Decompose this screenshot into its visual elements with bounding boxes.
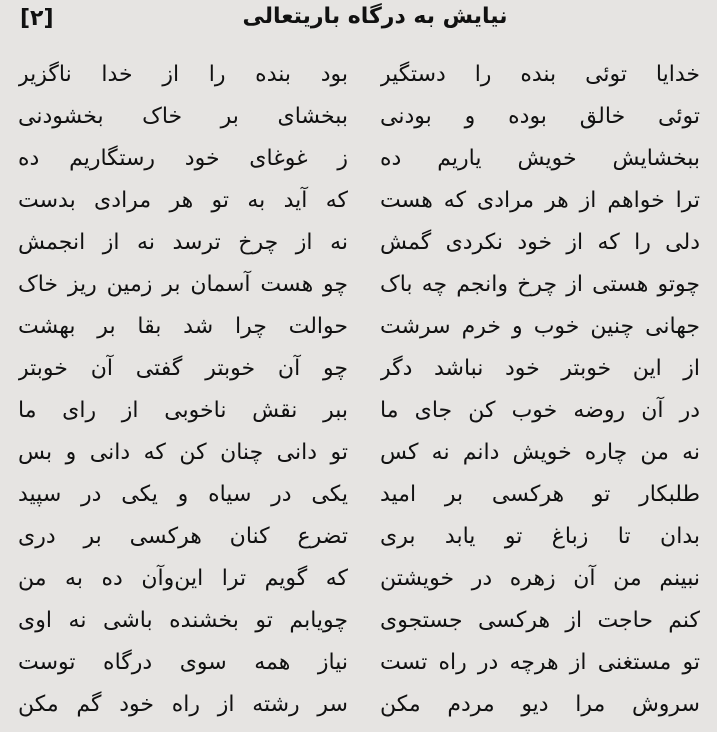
poem-title: نیایش به درگاه باریتعالی <box>242 4 508 29</box>
page-number: [۲] <box>20 6 54 31</box>
verse-second-hemistich: چو هست آسمان بر زمین ریز خاک <box>18 272 348 297</box>
verse-row <box>0 307 717 346</box>
verse-second-hemistich: ببر نقش ناخوبی از رای ما <box>18 398 348 423</box>
verse-first-hemistich: نه من چاره خویش دانم نه کس <box>380 440 700 465</box>
verse-row <box>0 391 717 430</box>
verse-first-hemistich: سروش مرا دیو مردم مکن <box>380 692 700 717</box>
verse-first-hemistich: جهانی چنین خوب و خرم سرشت <box>380 314 700 339</box>
verse-second-hemistich: که گویم ترا این‌وآن ده به من <box>18 566 348 591</box>
verse-row <box>0 223 717 262</box>
verse-second-hemistich: ببخشای بر خاک بخشودنی <box>18 104 348 129</box>
verse-row <box>0 685 717 724</box>
verse-second-hemistich: یکی در سیاه و یکی در سپید <box>18 482 348 507</box>
verse-first-hemistich: بدان تا زباغ تو یابد بری <box>380 524 700 549</box>
verse-second-hemistich: سر رشته از راه خود گم مکن <box>18 692 348 717</box>
poem-body <box>0 55 717 727</box>
verse-row <box>0 349 717 388</box>
verse-second-hemistich: که آید به تو هر مرادی بدست <box>18 188 348 213</box>
verse-first-hemistich: دلی را که از خود نکردی گمش <box>380 230 700 255</box>
verse-row <box>0 517 717 556</box>
verse-row <box>0 181 717 220</box>
verse-row <box>0 55 717 94</box>
verse-row <box>0 265 717 304</box>
verse-second-hemistich: چو آن خوبتر گفتی آن خوبتر <box>18 356 348 381</box>
verse-first-hemistich: کنم حاجت از هرکسی جستجوی <box>380 608 700 633</box>
verse-first-hemistich: از این خوبتر خود نباشد دگر <box>380 356 700 381</box>
verse-row <box>0 601 717 640</box>
verse-row <box>0 475 717 514</box>
verse-second-hemistich: حوالت چرا شد بقا بر بهشت <box>18 314 348 339</box>
verse-row <box>0 139 717 178</box>
verse-second-hemistich: تضرع کنان هرکسی بر دری <box>18 524 348 549</box>
verse-first-hemistich: نبینم من آن زهره در خویشتن <box>380 566 700 591</box>
verse-first-hemistich: چوتو هستی از چرخ وانجم چه باک <box>380 272 700 297</box>
verse-first-hemistich: طلبکار تو هرکسی بر امید <box>380 482 700 507</box>
verse-row <box>0 559 717 598</box>
verse-first-hemistich: تو مستغنی از هرچه در راه تست <box>380 650 700 675</box>
verse-first-hemistich: خدایا توئی بنده را دستگیر <box>380 62 700 87</box>
verse-second-hemistich: بود بنده را از خدا ناگزیر <box>18 62 348 87</box>
verse-row <box>0 433 717 472</box>
verse-second-hemistich: نه از چرخ ترسد نه از انجمش <box>18 230 348 255</box>
verse-second-hemistich: چویابم تو بخشنده باشی نه اوی <box>18 608 348 633</box>
verse-row <box>0 97 717 136</box>
page-header <box>0 0 717 44</box>
verse-first-hemistich: در آن روضه خوب کن جای ما <box>380 398 700 423</box>
verse-second-hemistich: نیاز همه سوی درگاه توست <box>18 650 348 675</box>
verse-first-hemistich: ترا خواهم از هر مرادی که هست <box>380 188 700 213</box>
verse-second-hemistich: ز غوغای خود رستگاریم ده <box>18 146 348 171</box>
verse-row <box>0 643 717 682</box>
verse-second-hemistich: تو دانی چنان کن که دانی و بس <box>18 440 348 465</box>
verse-first-hemistich: ببخشایش خویش یاریم ده <box>380 146 700 171</box>
verse-first-hemistich: توئی خالق بوده و بودنی <box>380 104 700 129</box>
